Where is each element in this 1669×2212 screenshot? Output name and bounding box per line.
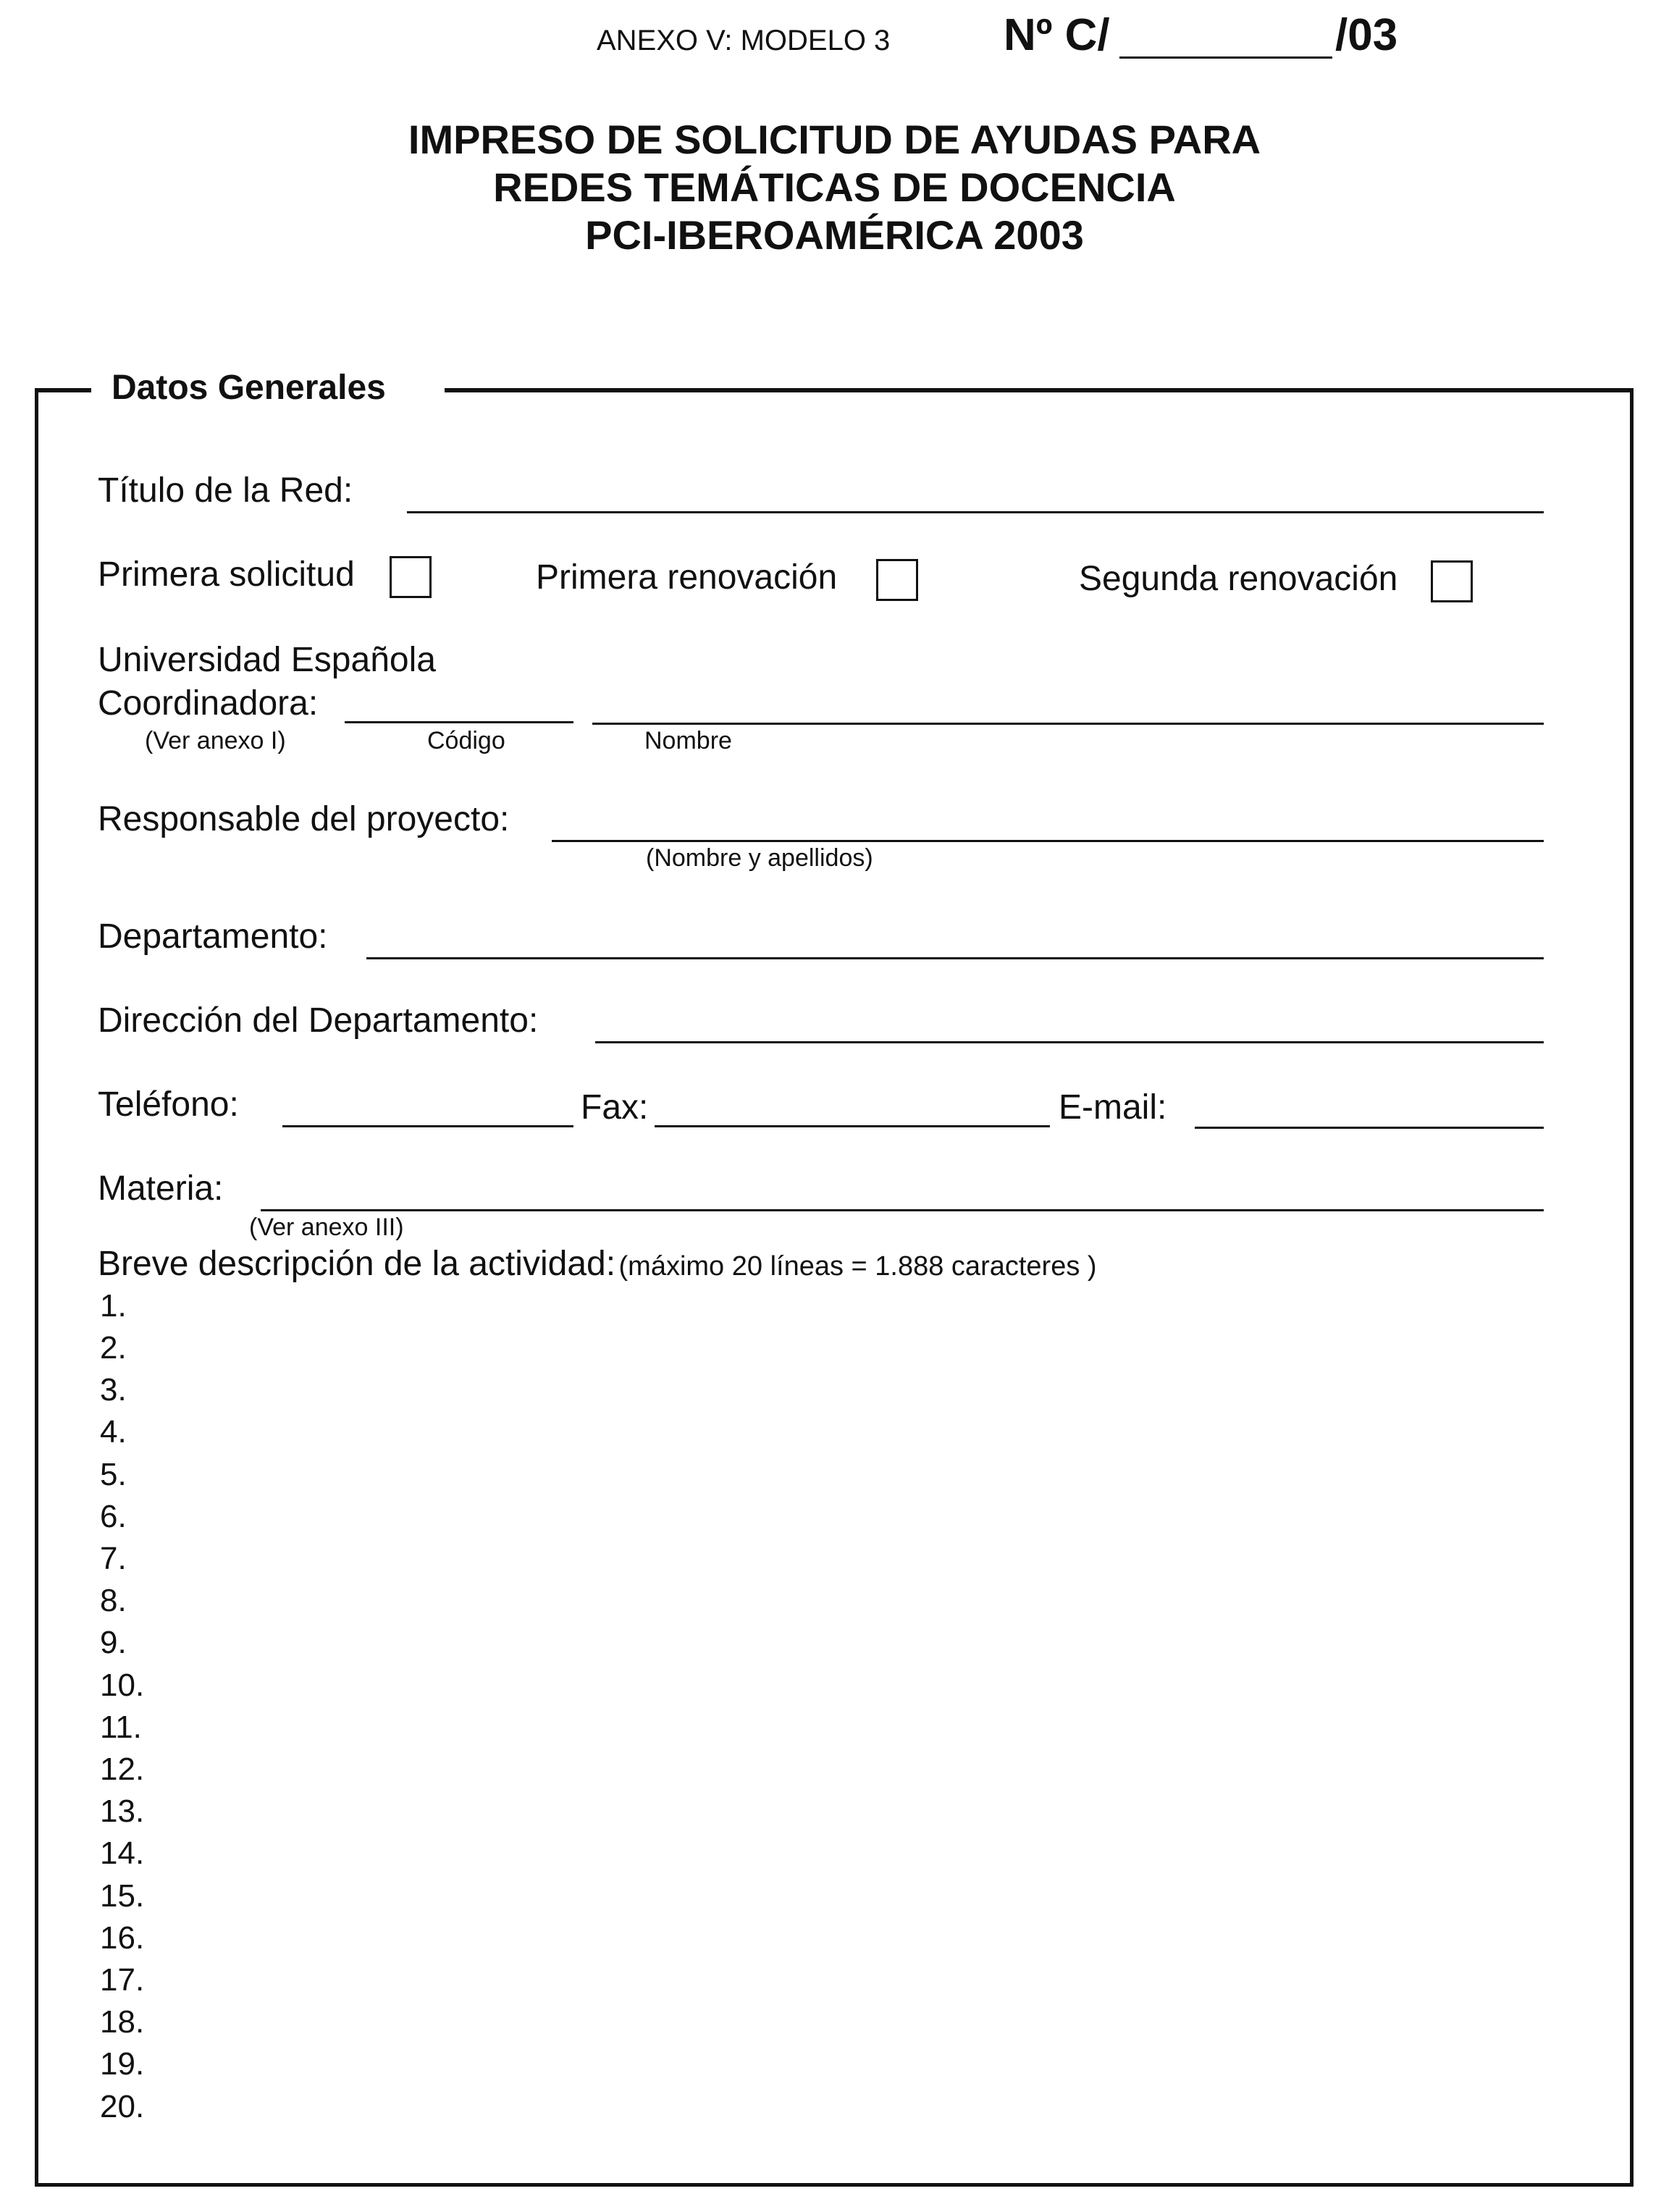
description-line-number: 11. (100, 1710, 142, 1745)
description-line-number: 1. (100, 1288, 127, 1324)
ver-anexo-i-note: (Ver anexo I) (145, 727, 286, 754)
primera-solicitud-label: Primera solicitud (98, 555, 355, 594)
universidad-codigo-field[interactable] (345, 721, 573, 723)
descripcion-limit-note: (máximo 20 líneas = 1.888 caracteres ) (618, 1251, 1097, 1282)
description-line-number: 9. (100, 1625, 127, 1660)
descripcion-heading (98, 1247, 1097, 1282)
universidad-label-line1: Universidad Española (98, 641, 436, 679)
universidad-nombre-field[interactable] (592, 723, 1544, 725)
departamento-field[interactable] (366, 957, 1544, 959)
description-line-number: 17. (100, 1962, 145, 1998)
reference-prefix: Nº C/ (1004, 10, 1110, 60)
direccion-field[interactable] (595, 1041, 1544, 1043)
nombre-apellidos-caption: (Nombre y apellidos) (646, 844, 873, 872)
telefono-field[interactable] (282, 1125, 573, 1127)
description-line-number: 14. (100, 1835, 145, 1871)
fax-field[interactable] (655, 1125, 1050, 1127)
primera-renovacion-checkbox[interactable] (876, 559, 918, 601)
description-line-number: 3. (100, 1372, 127, 1408)
email-label: E-mail: (1059, 1088, 1167, 1127)
description-line-number: 13. (100, 1793, 145, 1829)
direccion-label: Dirección del Departamento: (98, 1001, 539, 1040)
form-title (0, 116, 1669, 259)
description-line-number: 20. (100, 2089, 145, 2124)
nombre-caption: Nombre (644, 727, 732, 754)
description-line-number: 8. (100, 1583, 127, 1618)
reference-number-field[interactable] (1119, 56, 1332, 59)
materia-field[interactable] (261, 1209, 1544, 1211)
description-line-number: 12. (100, 1751, 145, 1787)
primera-solicitud-checkbox[interactable] (390, 556, 432, 598)
ver-anexo-iii-note: (Ver anexo III) (249, 1214, 404, 1241)
responsable-field[interactable] (552, 840, 1544, 842)
description-line-number: 16. (100, 1920, 145, 1956)
form-title-line3: PCI-IBEROAMÉRICA 2003 (585, 212, 1084, 258)
descripcion-text-area[interactable] (159, 1289, 1535, 2129)
description-line-number: 7. (100, 1541, 127, 1576)
description-line-number: 4. (100, 1414, 127, 1450)
telefono-label: Teléfono: (98, 1085, 239, 1124)
segunda-renovacion-label: Segunda renovación (1079, 560, 1398, 598)
description-line-number: 19. (100, 2046, 145, 2082)
materia-label: Materia: (98, 1169, 224, 1208)
section-frame-top-right (445, 388, 1634, 392)
codigo-caption: Código (427, 727, 505, 754)
annex-label: ANEXO V: MODELO 3 (597, 25, 891, 56)
description-line-number: 18. (100, 2004, 145, 2040)
section-heading: Datos Generales (112, 369, 386, 407)
fax-label: Fax: (581, 1088, 649, 1127)
description-line-number: 2. (100, 1330, 127, 1366)
form-title-line1: IMPRESO DE SOLICITUD DE AYUDAS PARA (408, 117, 1261, 162)
titulo-label: Título de la Red: (98, 471, 353, 510)
description-line-number: 5. (100, 1457, 127, 1492)
description-line-number: 10. (100, 1668, 145, 1703)
primera-renovacion-label: Primera renovación (536, 558, 838, 597)
form-title-line2: REDES TEMÁTICAS DE DOCENCIA (493, 164, 1176, 210)
description-line-number: 15. (100, 1878, 145, 1914)
section-frame-top-left (35, 388, 91, 392)
email-field[interactable] (1195, 1127, 1544, 1129)
reference-suffix: /03 (1335, 10, 1398, 60)
description-line-number: 6. (100, 1499, 127, 1534)
segunda-renovacion-checkbox[interactable] (1431, 560, 1473, 602)
responsable-label: Responsable del proyecto: (98, 800, 510, 838)
departamento-label: Departamento: (98, 917, 328, 956)
titulo-field[interactable] (407, 511, 1544, 513)
descripcion-label: Breve descripción de la actividad: (98, 1245, 616, 1283)
universidad-label-line2: Coordinadora: (98, 684, 319, 723)
